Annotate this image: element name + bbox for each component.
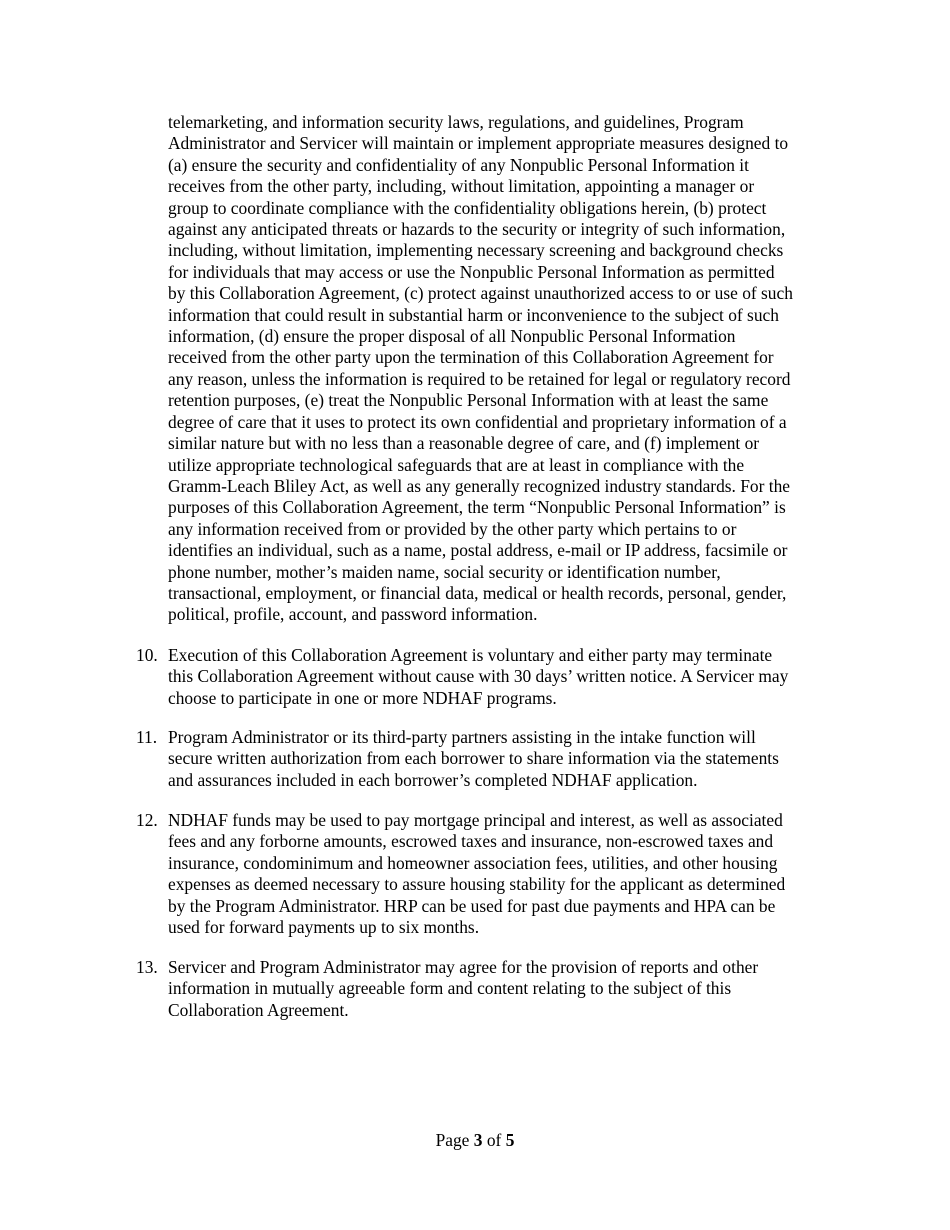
- paragraph-line: Gramm-Leach Bliley Act, as well as any generally recognized industry standards. For the: [168, 475, 791, 496]
- paragraph-line: purposes of this Collaboration Agreement, the term “Nonpublic Personal Information” is: [168, 497, 786, 518]
- list-item-line: information in mutually agreeable form and content relating to the subject of this: [168, 978, 732, 999]
- paragraph-line: received from the other party upon the termination of this Collaboration Agreement for: [168, 347, 774, 368]
- list-item-number: 12.: [136, 810, 158, 830]
- paragraph-line: utilize appropriate technological safeguards that are at least in compliance with the: [168, 454, 745, 475]
- list-item-line: expenses as deemed necessary to assure housing stability for the applicant as determined: [168, 874, 786, 895]
- continuation-paragraph: [168, 112, 844, 626]
- list-item-line: Execution of this Collaboration Agreement is voluntary and either party may terminate: [168, 645, 773, 665]
- list-item-line: and assurances included in each borrower’s completed NDHAF application.: [168, 769, 698, 790]
- list-item-line: this Collaboration Agreement without cause with 30 days’ written notice. A Servicer may: [168, 666, 789, 687]
- list-item-text: [168, 810, 848, 938]
- list-item-line: by the Program Administrator. HRP can be used for past due payments and HPA can be: [168, 895, 776, 916]
- paragraph-line: phone number, mother’s maiden name, social security or identification number,: [168, 561, 721, 582]
- list-item-line: used for forward payments up to six months.: [168, 917, 480, 938]
- paragraph-line: against any anticipated threats or hazards to the security or integrity of such information,: [168, 219, 786, 240]
- list-item-line: Program Administrator or its third-party partners assisting in the intake function will: [168, 727, 756, 747]
- list-item-text: [168, 957, 848, 1021]
- footer-current-page: 3: [473, 1130, 483, 1150]
- list-item-line: Collaboration Agreement.: [168, 999, 349, 1020]
- paragraph-line: receives from the other party, including, without limitation, appointing a manager or: [168, 176, 755, 197]
- page-footer: [0, 1130, 950, 1151]
- paragraph-line: telemarketing, and information security laws, regulations, and guidelines, Program: [168, 112, 744, 132]
- list-item-text: [168, 645, 848, 709]
- list-item-line: choose to participate in one or more NDHAF programs.: [168, 687, 557, 708]
- paragraph-line: Administrator and Servicer will maintain or implement appropriate measures designed to: [168, 133, 789, 154]
- paragraph-line: group to coordinate compliance with the confidentiality obligations herein, (b) protect: [168, 197, 767, 218]
- footer-separator: of: [486, 1130, 502, 1150]
- list-item-line: insurance, condominimum and homeowner association fees, utilities, and other housing: [168, 852, 778, 873]
- paragraph-line: retention purposes, (e) treat the Nonpublic Personal Information with at least the same: [168, 390, 769, 411]
- list-item-number: 13.: [136, 957, 158, 977]
- paragraph-line: any information received from or provided by the other party which pertains to or: [168, 518, 737, 539]
- paragraph-line: degree of care that it uses to protect its own confidential and proprietary information of a: [168, 411, 787, 432]
- paragraph-line: including, without limitation, implementing necessary screening and background checks: [168, 240, 784, 261]
- footer-page-prefix: Page: [435, 1130, 470, 1150]
- list-item-number: 11.: [136, 727, 158, 747]
- paragraph-line: similar nature but with no less than a reasonable degree of care, and (f) implement or: [168, 433, 760, 454]
- list-item-line: Servicer and Program Administrator may agree for the provision of reports and other: [168, 957, 759, 977]
- list-item-number: 10.: [136, 645, 158, 665]
- paragraph-line: any reason, unless the information is required to be retained for legal or regulatory record: [168, 368, 791, 389]
- paragraph-line: by this Collaboration Agreement, (c) protect against unauthorized access to or use of such: [168, 283, 793, 304]
- paragraph-line: information, (d) ensure the proper disposal of all Nonpublic Personal Information: [168, 326, 736, 347]
- paragraph-line: (a) ensure the security and confidentiality of any Nonpublic Personal Information it: [168, 154, 749, 175]
- list-item-line: fees and any forborne amounts, escrowed taxes and insurance, non-escrowed taxes and: [168, 831, 774, 852]
- list-item-text: [168, 727, 848, 791]
- paragraph-line: transactional, employment, or financial data, medical or health records, personal, gender,: [168, 582, 787, 603]
- footer-total-pages: 5: [505, 1130, 515, 1150]
- paragraph-line: for individuals that may access or use the Nonpublic Personal Information as permitted: [168, 261, 775, 282]
- paragraph-line: political, profile, account, and password information.: [168, 604, 538, 625]
- paragraph-line: information that could result in substantial harm or inconvenience to the subject of such: [168, 304, 779, 325]
- list-item-line: NDHAF funds may be used to pay mortgage principal and interest, as well as associated: [168, 810, 783, 830]
- paragraph-line: identifies an individual, such as a name, postal address, e-mail or IP address, facsimile or: [168, 540, 788, 561]
- list-item-line: secure written authorization from each borrower to share information via the statements: [168, 748, 779, 769]
